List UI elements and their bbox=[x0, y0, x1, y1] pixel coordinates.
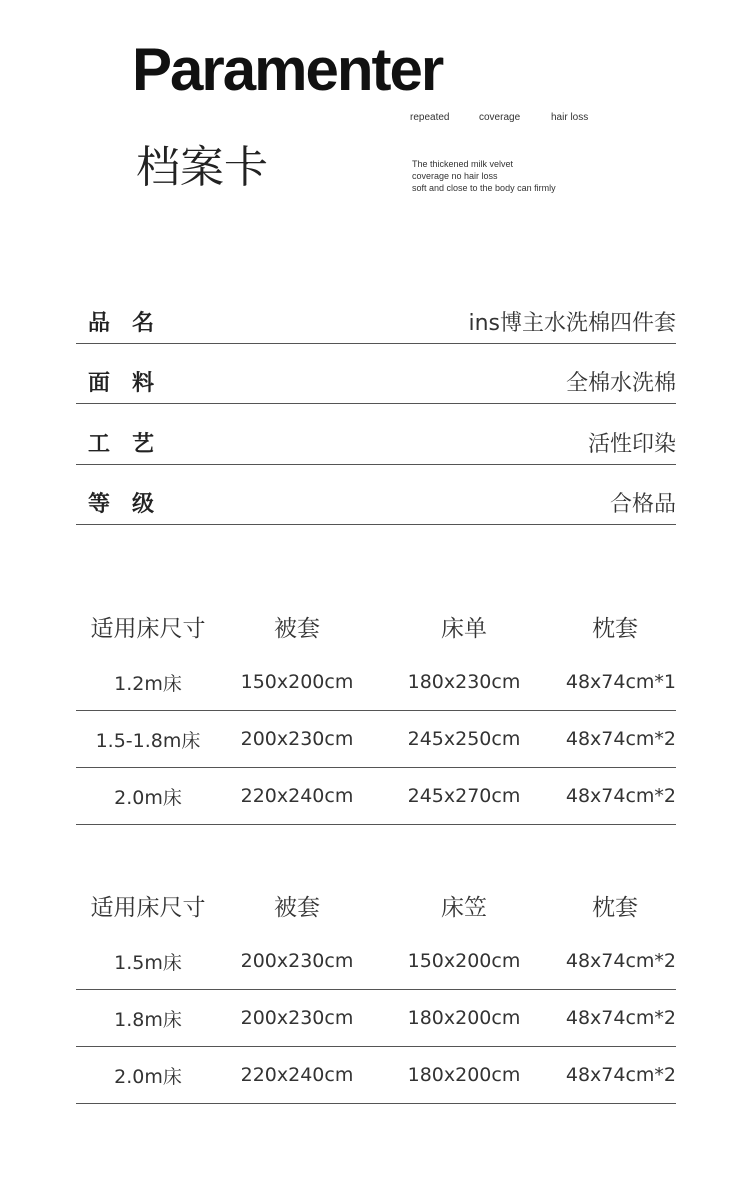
tag-repeated: repeated bbox=[410, 112, 450, 123]
table-cell: 48x74cm*2 bbox=[565, 1064, 676, 1086]
header-cell-bed-size: 适用床尺寸 bbox=[90, 894, 206, 921]
table-cell: 180x230cm bbox=[407, 671, 521, 693]
table-cell: 1.2m床 bbox=[114, 672, 182, 695]
spec-row-product-name bbox=[76, 303, 676, 344]
table-header bbox=[76, 598, 676, 654]
description-line: soft and close to the body can firmly bbox=[412, 183, 556, 193]
card-title: 档案卡 bbox=[136, 142, 268, 193]
spec-value: 活性印染 bbox=[587, 432, 676, 457]
table-cell: 180x200cm bbox=[407, 1007, 521, 1029]
table-cell: 1.5m床 bbox=[114, 951, 182, 974]
header-cell-fitted-sheet: 床笠 bbox=[441, 894, 487, 921]
size-table-fitted bbox=[76, 877, 676, 1104]
table-cell: 48x74cm*2 bbox=[565, 950, 676, 972]
spec-label: 品名 bbox=[88, 311, 177, 336]
size-table-sheet bbox=[76, 598, 676, 825]
table-row bbox=[76, 654, 676, 711]
brand-title: Paramenter bbox=[132, 36, 443, 103]
product-description bbox=[412, 158, 556, 194]
header-cell-pillowcase: 枕套 bbox=[592, 894, 638, 921]
table-cell: 1.8m床 bbox=[114, 1008, 182, 1031]
table-cell: 220x240cm bbox=[240, 1064, 354, 1086]
spec-label: 等级 bbox=[88, 492, 177, 517]
table-row bbox=[76, 711, 676, 768]
table-cell: 48x74cm*2 bbox=[565, 728, 676, 750]
table-row bbox=[76, 933, 676, 990]
header-cell-bed-size: 适用床尺寸 bbox=[90, 615, 206, 642]
table-row bbox=[76, 768, 676, 825]
spec-row-process bbox=[76, 424, 676, 465]
description-line: The thickened milk velvet bbox=[412, 159, 514, 169]
header-cell-duvet-cover: 被套 bbox=[274, 615, 320, 642]
table-cell: 48x74cm*1 bbox=[565, 671, 676, 693]
table-header bbox=[76, 877, 676, 933]
tag-coverage: coverage bbox=[479, 112, 521, 123]
table-cell: 48x74cm*2 bbox=[565, 785, 676, 807]
header-cell-pillowcase: 枕套 bbox=[592, 615, 638, 642]
table-cell: 150x200cm bbox=[407, 950, 521, 972]
table-cell: 150x200cm bbox=[240, 671, 354, 693]
table-cell: 2.0m床 bbox=[114, 786, 182, 809]
table-cell: 245x270cm bbox=[407, 785, 521, 807]
spec-row-grade bbox=[76, 484, 676, 525]
table-cell: 200x230cm bbox=[240, 950, 354, 972]
table-row bbox=[76, 990, 676, 1047]
spec-value: ins博主水洗棉四件套 bbox=[468, 311, 676, 336]
description-line: coverage no hair loss bbox=[412, 171, 498, 181]
tag-hair-loss: hair loss bbox=[551, 112, 589, 123]
table-cell: 200x230cm bbox=[240, 1007, 354, 1029]
spec-value: 合格品 bbox=[609, 492, 676, 517]
header-cell-duvet-cover: 被套 bbox=[274, 894, 320, 921]
table-cell: 1.5-1.8m床 bbox=[95, 729, 201, 752]
table-cell: 48x74cm*2 bbox=[565, 1007, 676, 1029]
table-cell: 200x230cm bbox=[240, 728, 354, 750]
spec-label: 工艺 bbox=[88, 432, 177, 457]
table-row bbox=[76, 1047, 676, 1104]
spec-row-fabric bbox=[76, 363, 676, 404]
table-cell: 180x200cm bbox=[407, 1064, 521, 1086]
header-cell-sheet: 床单 bbox=[441, 615, 487, 642]
spec-value: 全棉水洗棉 bbox=[565, 371, 676, 396]
table-cell: 2.0m床 bbox=[114, 1065, 182, 1088]
table-cell: 245x250cm bbox=[407, 728, 521, 750]
table-cell: 220x240cm bbox=[240, 785, 354, 807]
spec-label: 面料 bbox=[88, 371, 177, 396]
